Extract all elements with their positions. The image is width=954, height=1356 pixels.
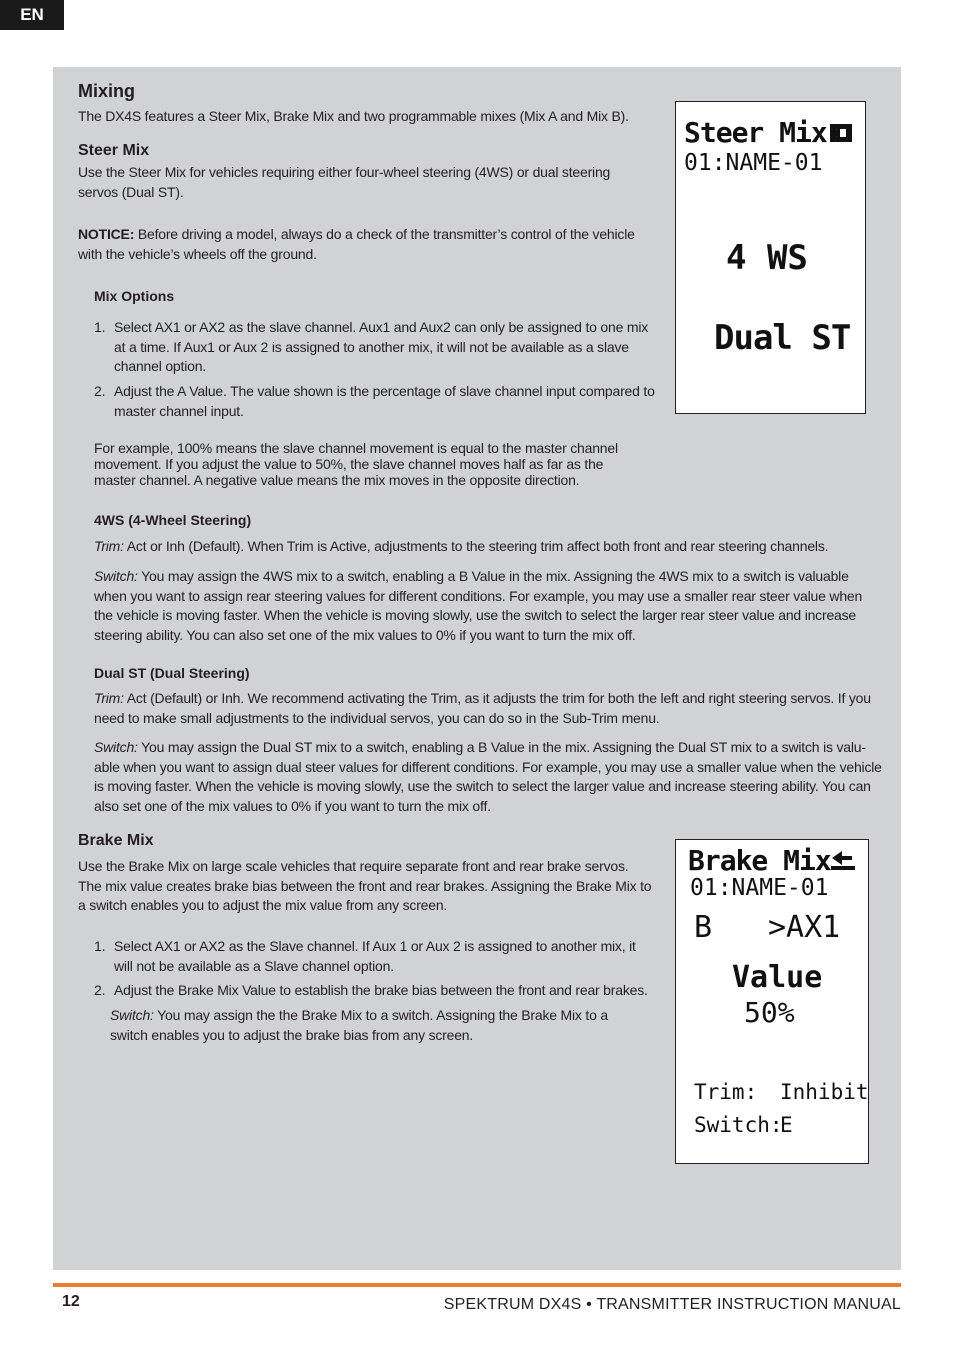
footer-accent-bar bbox=[53, 1283, 901, 1287]
back-arrow-icon bbox=[828, 848, 858, 876]
lcd-model-name: 01:NAME-01 bbox=[690, 875, 829, 901]
dualst-trim bbox=[94, 689, 884, 728]
dualst-heading: Dual ST (Dual Steering) bbox=[94, 665, 250, 681]
mix-option-item bbox=[94, 382, 656, 421]
mixing-heading: Mixing bbox=[78, 81, 135, 101]
page-number: 12 bbox=[62, 1293, 80, 1310]
brake-step-item bbox=[94, 981, 656, 1001]
switch-text: You may assign the Dual ST mix to a switch, enabling a B Value in the mix. Assigning the Dual ST mix to a switch is valu-able when you want to assign dual steer values for different conditions. For example, you may use a smaller value when the vehicle is moving faster. When the vehicle is moving slowly, use the switch to select the larger value and increase steering ability. You can also set one of the mix values to 0% if you want to turn the mix off. bbox=[94, 739, 882, 814]
dualst-switch bbox=[94, 738, 886, 816]
back-arrow-icon bbox=[826, 120, 856, 150]
mixing-intro: The DX4S features a Steer Mix, Brake Mix and two programmable mixes (Mix A and Mix B). bbox=[78, 108, 629, 124]
mix-options-heading: Mix Options bbox=[94, 288, 175, 304]
brake-mix-lcd-screen bbox=[675, 839, 869, 1164]
brake-mix-switch bbox=[110, 1006, 630, 1045]
lcd-trim-label: Trim: bbox=[694, 1080, 758, 1104]
lcd-title: Steer Mix bbox=[684, 116, 827, 149]
steer-mix-lcd-screen bbox=[675, 101, 866, 414]
list-text: Adjust the Brake Mix Value to establish the brake bias between the front and rear brakes. bbox=[114, 982, 648, 998]
lcd-switch-label: Switch: bbox=[694, 1113, 783, 1137]
lcd-trim-value: Inhibit bbox=[780, 1080, 869, 1104]
lcd-model-name: 01:NAME-01 bbox=[684, 150, 823, 176]
list-number: 1. bbox=[94, 938, 106, 954]
lcd-option-dual-st: Dual ST bbox=[714, 318, 851, 358]
language-tab: EN bbox=[0, 0, 64, 30]
list-text: Select AX1 or AX2 as the Slave channel. If Aux 1 or Aux 2 is assigned to another mix, it will not be available as a Slave channel option. bbox=[114, 938, 636, 974]
notice-text: Before driving a model, always do a check of the transmitter’s control of the vehicle with the vehicle’s wheels off the ground. bbox=[78, 226, 635, 262]
lcd-switch-value: E bbox=[780, 1113, 793, 1137]
steer-mix-heading: Steer Mix bbox=[78, 142, 150, 159]
lcd-value: 50% bbox=[744, 996, 795, 1029]
switch-text: You may assign the the Brake Mix to a switch. Assigning the Brake Mix to a switch enables you to adjust the brake bias from any screen. bbox=[110, 1007, 608, 1043]
brake-mix-description: Use the Brake Mix on large scale vehicles that require separate front and rear brake servos. The mix value creates brake bias between the front and rear brakes. Assigning the Brake Mix to a switch enables you to adjust the mix value from any screen. bbox=[78, 858, 652, 913]
trim-text: Act or Inh (Default). When Trim is Active, adjustments to the steering trim affect both front and rear steering channels. bbox=[123, 538, 829, 554]
trim-label: Trim: bbox=[94, 690, 124, 706]
lcd-slave-label: B bbox=[694, 910, 713, 945]
list-text: Select AX1 or AX2 as the slave channel. Aux1 and Aux2 can only be assigned to one mix at a time. If Aux1 or Aux 2 is assigned to another mix, it will not be available as a slave channel option. bbox=[114, 319, 649, 374]
lcd-value-label: Value bbox=[732, 960, 823, 995]
trim-label: Trim: bbox=[94, 538, 124, 554]
fourws-trim bbox=[94, 537, 884, 557]
switch-label: Switch: bbox=[110, 1007, 154, 1023]
list-number: 1. bbox=[94, 319, 106, 335]
notice-label: NOTICE: bbox=[78, 226, 135, 242]
footer-title: SPEKTRUM DX4S • TRANSMITTER INSTRUCTION MANUAL bbox=[443, 1296, 901, 1313]
switch-label: Switch: bbox=[94, 739, 138, 755]
lcd-option-4ws: 4 WS bbox=[726, 238, 808, 278]
brake-mix-heading: Brake Mix bbox=[78, 832, 154, 849]
brake-step-item bbox=[94, 937, 654, 976]
fourws-switch bbox=[94, 567, 884, 645]
mix-option-item bbox=[94, 318, 656, 377]
steer-mix-description: Use the Steer Mix for vehicles requiring either four-wheel steering (4WS) or dual steering servos (Dual ST). bbox=[78, 164, 611, 200]
list-text: Adjust the A Value. The value shown is the percentage of slave channel input compared to master channel input. bbox=[114, 383, 655, 419]
mix-example: For example, 100% means the slave channel movement is equal to the master channel movement. If you adjust the value to 50%, the slave channel moves half as far as the master channel. A negative value means the mix moves in the opposite direction. bbox=[94, 440, 618, 488]
steer-mix-notice bbox=[78, 225, 653, 264]
trim-text: Act (Default) or Inh. We recommend activating the Trim, as it adjusts the trim for both the left and right steering servos. If you need to make small adjustments to the individual servos, you can do so in the Sub-Trim menu. bbox=[94, 690, 871, 726]
lcd-slave-value: >AX1 bbox=[768, 910, 841, 945]
lcd-title: Brake Mix bbox=[688, 844, 831, 877]
list-number: 2. bbox=[94, 982, 106, 998]
fourws-heading: 4WS (4-Wheel Steering) bbox=[94, 512, 252, 528]
list-number: 2. bbox=[94, 383, 106, 399]
switch-label: Switch: bbox=[94, 568, 138, 584]
switch-text: You may assign the 4WS mix to a switch, enabling a B Value in the mix. Assigning the 4WS mix to a switch is valuable when you want to assign rear steering values for different conditions. For example, you may use a smaller rear steer value when the vehicle is moving faster. When the vehicle is moving slowly, use the switch to select the larger rear steer value and increase steering ability. You can also set one of the mix values to 0% if you want to turn the mix off. bbox=[94, 568, 863, 643]
